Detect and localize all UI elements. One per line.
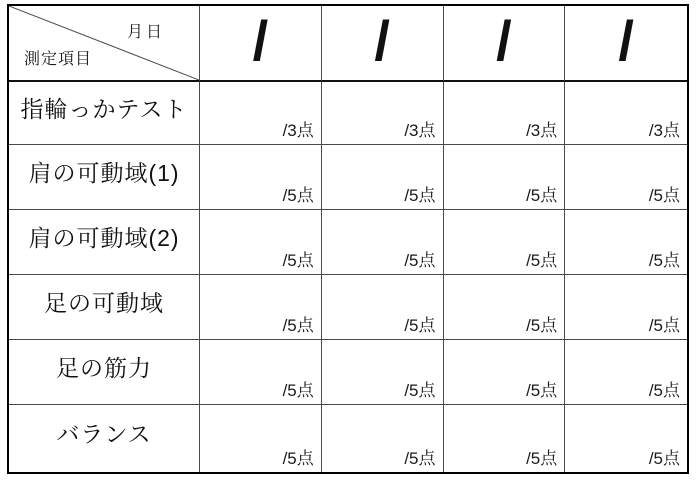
month-day-header-label: 月日: [126, 24, 165, 41]
score-cell: /5点: [565, 210, 687, 275]
score-cell: /3点: [200, 82, 322, 145]
score-cell: /5点: [565, 145, 687, 210]
measurement-table: [7, 4, 689, 474]
score-cell: /5点: [200, 275, 322, 340]
date-header-cell-3: [444, 6, 566, 82]
score-cell: /5点: [322, 340, 444, 405]
score-cell: /5点: [444, 275, 566, 340]
date-header-cell-2: [322, 6, 444, 82]
score-cell: /5点: [322, 275, 444, 340]
date-slash-mark: /: [618, 9, 634, 72]
row-label-leg-strength: 足の筋力: [9, 340, 200, 405]
score-cell: /3点: [322, 82, 444, 145]
score-cell: /5点: [444, 210, 566, 275]
score-cell: /5点: [322, 210, 444, 275]
score-cell: /5点: [200, 210, 322, 275]
date-slash-mark: /: [252, 9, 269, 72]
date-slash-mark: /: [374, 9, 390, 72]
score-cell: /5点: [444, 340, 566, 405]
score-cell: /5点: [200, 145, 322, 210]
score-cell: /5点: [565, 405, 687, 472]
score-cell: /5点: [565, 275, 687, 340]
row-label-shoulder-rom-1: 肩の可動域(1): [9, 145, 200, 210]
row-label-leg-rom: 足の可動域: [9, 275, 200, 340]
score-cell: /5点: [444, 145, 566, 210]
corner-header-cell: [9, 6, 200, 82]
row-label-finger-ring-test: 指輪っかテスト: [9, 82, 200, 145]
row-label-balance: バランス: [9, 405, 200, 472]
row-label-shoulder-rom-2: 肩の可動域(2): [9, 210, 200, 275]
date-header-cell-1: [200, 6, 322, 82]
measurement-item-header-label: 測定項目: [24, 51, 93, 68]
date-header-cell-4: [565, 6, 687, 82]
score-cell: /5点: [322, 145, 444, 210]
score-cell: /5点: [200, 340, 322, 405]
score-cell: /5点: [565, 340, 687, 405]
score-cell: /5点: [444, 405, 566, 472]
date-slash-mark: /: [496, 9, 512, 72]
score-cell: /5点: [200, 405, 322, 472]
score-cell: /3点: [565, 82, 687, 145]
score-cell: /5点: [322, 405, 444, 472]
score-cell: /3点: [444, 82, 566, 145]
